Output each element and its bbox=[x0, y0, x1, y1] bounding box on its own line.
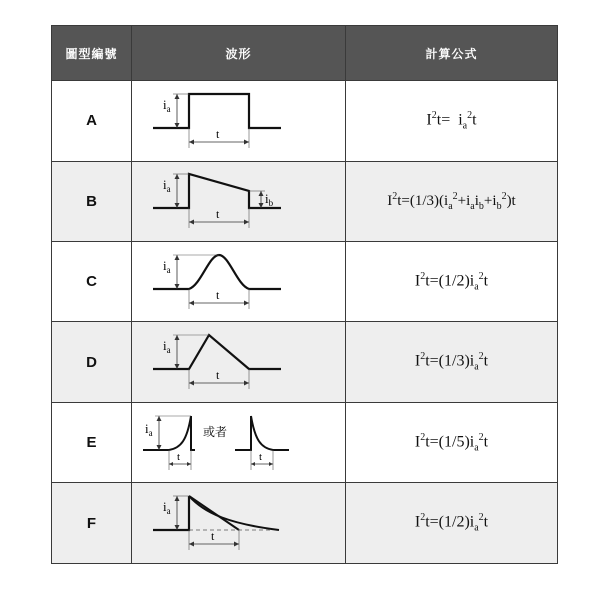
duration-label: t bbox=[210, 529, 214, 544]
waveform-cell bbox=[132, 81, 346, 161]
row-code: F bbox=[52, 483, 132, 564]
waveform-cell bbox=[132, 241, 346, 321]
waveform-cell bbox=[132, 322, 346, 402]
ia-label: $i_a$ bbox=[162, 338, 171, 356]
or-label: 或者 bbox=[202, 424, 227, 439]
row-code: A bbox=[52, 81, 132, 161]
decay-pulse-diagram bbox=[139, 486, 339, 560]
ib-label: $i_b$ bbox=[264, 191, 273, 209]
waveform-cell bbox=[132, 483, 346, 564]
duration-label: t bbox=[258, 450, 262, 463]
table-row bbox=[52, 161, 558, 241]
table-row bbox=[52, 322, 558, 402]
duration-label: t bbox=[215, 287, 219, 302]
duration-label: t bbox=[176, 450, 180, 463]
formula-cell: $I^2t= i_a^2t$ bbox=[346, 81, 558, 161]
header-code: 圖型編號 bbox=[52, 26, 132, 81]
ia-label: $i_a$ bbox=[162, 499, 171, 517]
row-code: C bbox=[52, 241, 132, 321]
table-row bbox=[52, 81, 558, 161]
duration-label: t bbox=[215, 126, 219, 141]
table-row bbox=[52, 402, 558, 482]
triangle-pulse-diagram bbox=[139, 325, 339, 399]
duration-label: t bbox=[215, 207, 219, 222]
ia-label: $i_a$ bbox=[162, 96, 171, 114]
waveform-cell bbox=[132, 402, 346, 482]
header-waveform: 波形 bbox=[132, 26, 346, 81]
half-sine-pulse-diagram bbox=[139, 245, 339, 319]
row-code: B bbox=[52, 161, 132, 241]
table-row bbox=[52, 483, 558, 564]
trapezoid-pulse-diagram bbox=[139, 164, 339, 238]
row-code: E bbox=[52, 402, 132, 482]
formula-cell: $I^2t=(1/5)i_a^2t$ bbox=[346, 402, 558, 482]
row-code: D bbox=[52, 322, 132, 402]
header-row bbox=[52, 26, 558, 81]
rectangular-pulse-diagram bbox=[139, 84, 339, 158]
ia-label: $i_a$ bbox=[144, 420, 153, 438]
waveform-cell bbox=[132, 161, 346, 241]
ia-label: $i_a$ bbox=[162, 257, 171, 275]
waveform-table bbox=[51, 25, 558, 564]
table-row bbox=[52, 241, 558, 321]
formula-cell: $I^2t=(1/2)i_a^2t$ bbox=[346, 483, 558, 564]
formula-cell: $I^2t=(1/3)i_a^2t$ bbox=[346, 322, 558, 402]
formula-cell: $I^2t=(1/2)i_a^2t$ bbox=[346, 241, 558, 321]
ia-label: $i_a$ bbox=[162, 177, 171, 195]
spike-pulse-diagram bbox=[139, 406, 339, 480]
header-formula: 計算公式 bbox=[346, 26, 558, 81]
formula-cell: $I^2t=(1/3)(i_a^2+i_ai_b+i_b^2)t$ bbox=[346, 161, 558, 241]
duration-label: t bbox=[215, 368, 219, 383]
